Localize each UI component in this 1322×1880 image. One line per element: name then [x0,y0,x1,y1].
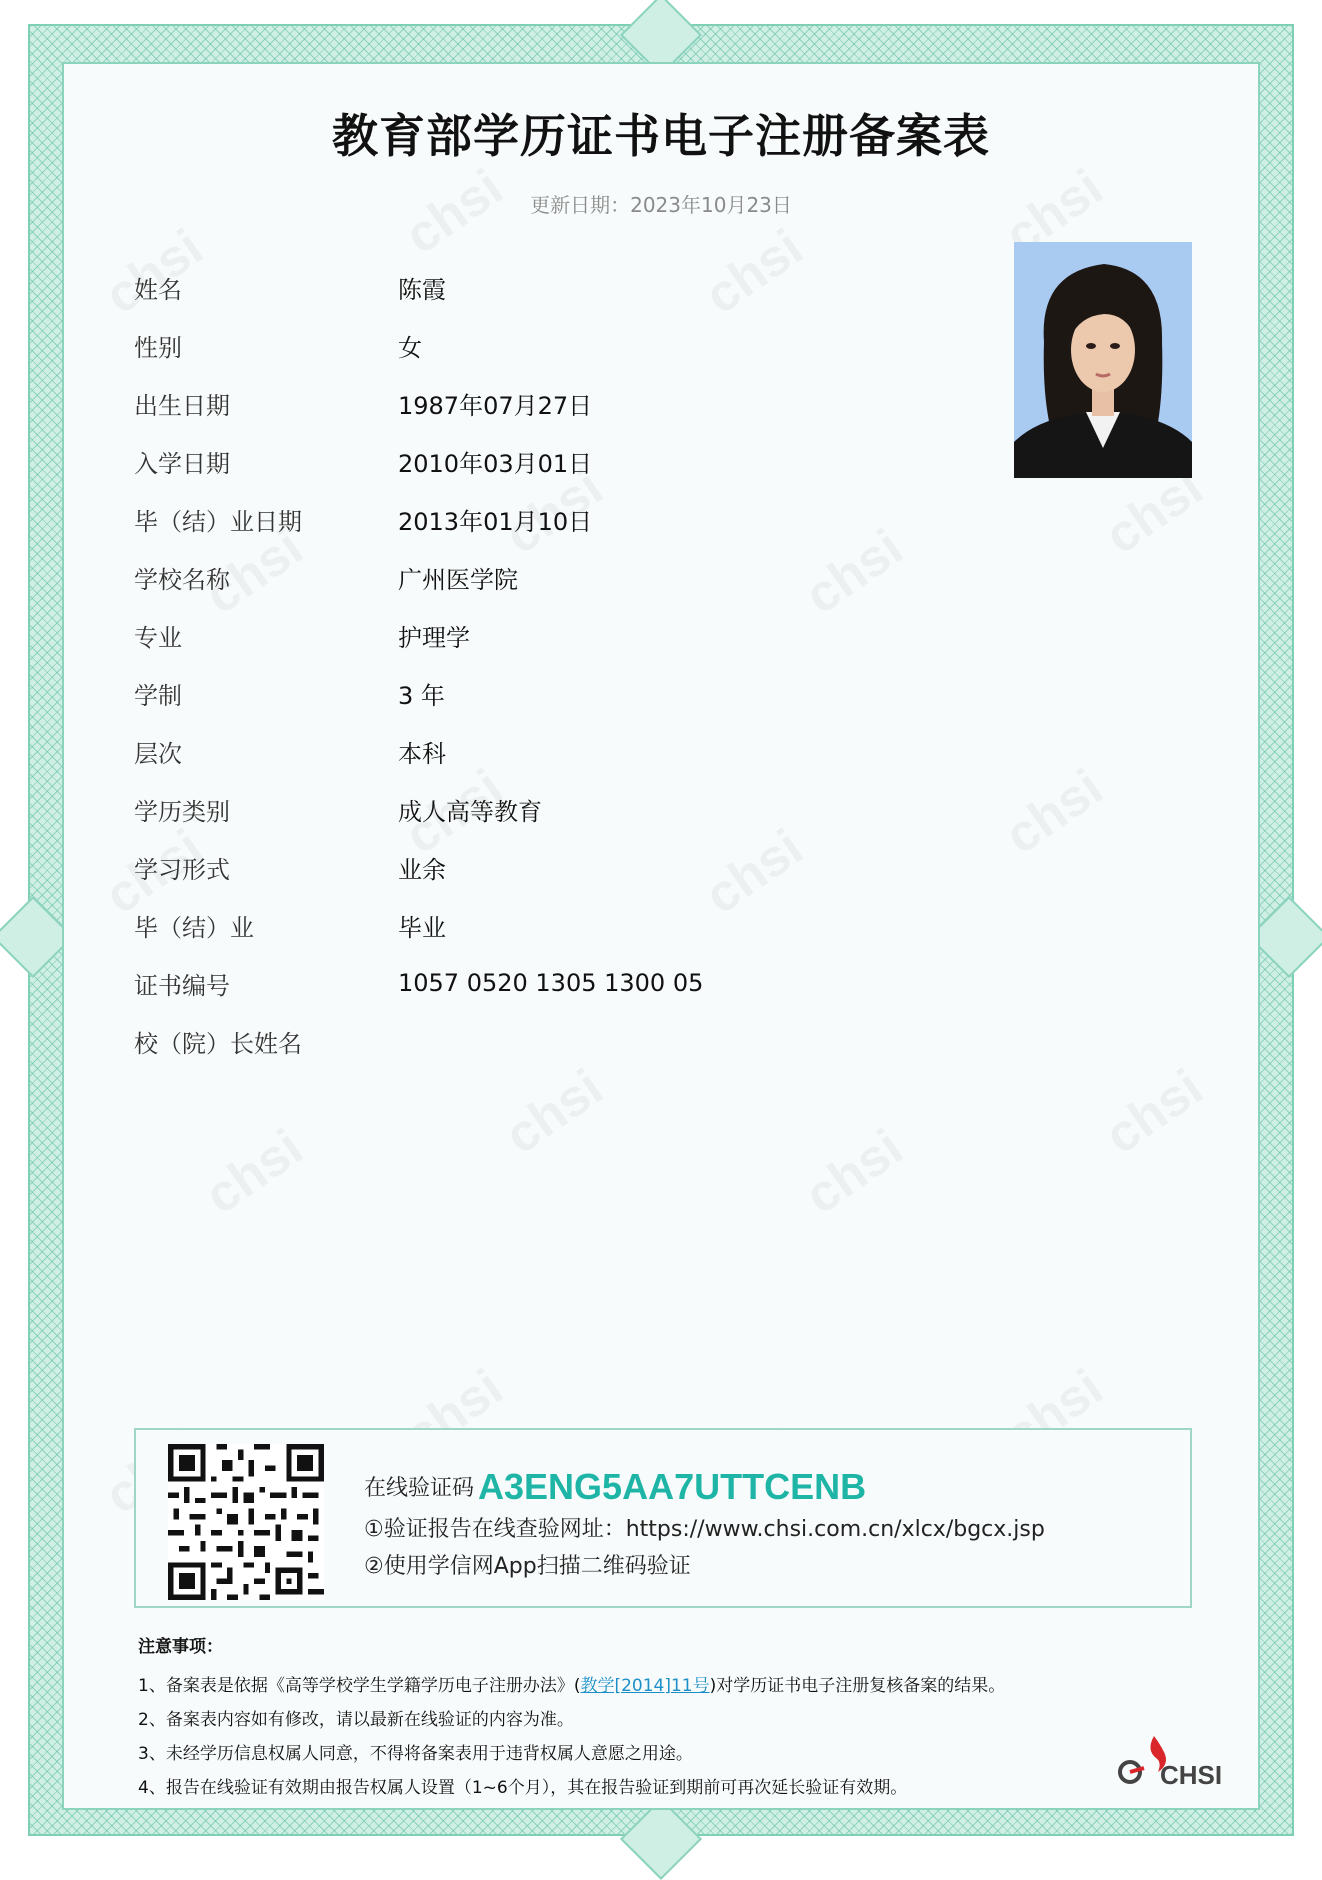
verification-code: A3ENG5AA7UTTCENB [478,1466,867,1507]
note-item-1 [138,1669,1005,1703]
field-row-certificate-number [134,954,703,1012]
qr-code-icon[interactable] [168,1444,324,1600]
field-value: 2013年01月10日 [398,507,593,536]
field-row-president-name [134,1012,703,1070]
field-label: 学校名称 [134,565,230,594]
field-label: 层次 [134,739,182,768]
field-value: 成人高等教育 [398,797,542,826]
field-row-enroll-date [134,432,703,490]
field-label: 学制 [134,681,182,710]
field-label: 校（院）长姓名 [134,1029,302,1058]
field-row-gender [134,316,703,374]
update-date-value: 2023年10月23日 [630,193,792,217]
note-item-1-suffix: )对学历证书电子注册复核备案的结果。 [709,1676,1006,1696]
field-row-major [134,606,703,664]
field-label: 学历类别 [134,797,230,826]
field-value: 1987年07月27日 [398,391,593,420]
field-label: 学习形式 [134,855,230,884]
regulation-link[interactable]: 教学[2014]11号 [580,1676,710,1696]
field-label: 性别 [134,333,182,362]
field-row-duration [134,664,703,722]
field-label: 入学日期 [134,449,230,478]
field-value: 广州医学院 [398,565,518,594]
field-row-education-type [134,780,703,838]
field-value: 2010年03月01日 [398,449,593,478]
field-value: 本科 [398,739,446,768]
verification-code-line [364,1466,866,1508]
field-label: 姓名 [134,275,182,304]
field-row-graduation-date [134,490,703,548]
field-value: 陈霞 [398,275,446,304]
id-photo [1014,242,1192,478]
chsi-logo-text: CHSI [1160,1760,1223,1790]
verification-code-label: 在线验证码 [364,1476,475,1501]
note-item-3: 3、未经学历信息权属人同意，不得将备案表用于违背权属人意愿之用途。 [138,1744,693,1764]
field-row-study-mode [134,838,703,896]
document-title: 教育部学历证书电子注册备案表 [332,109,990,163]
verification-app-line: ②使用学信网App扫描二维码验证 [364,1554,691,1579]
field-value: 毕业 [398,913,446,942]
verification-url-line: ①验证报告在线查验网址：https://www.chsi.com.cn/xlcx/bgcx.jsp [364,1517,1045,1542]
field-row-name [134,258,703,316]
note-item-4: 4、报告在线验证有效期由报告权属人设置（1~6个月），其在报告验证到期前可再次延长验证有效期。 [138,1778,908,1798]
field-value: 1057 0520 1305 1300 05 [398,969,704,997]
notes-section [138,1632,1005,1805]
field-label: 毕（结）业 [134,913,254,942]
field-value: 业余 [398,855,446,884]
field-label: 证书编号 [134,971,230,1000]
note-item-1-prefix: 1、备案表是依据《高等学校学生学籍学历电子注册办法》( [138,1676,581,1696]
field-value: 3 年 [398,681,445,710]
field-row-graduation-status [134,896,703,954]
field-value: 护理学 [398,623,470,652]
info-fields [134,258,703,1070]
field-value: 女 [398,333,422,362]
field-label: 毕（结）业日期 [134,507,302,536]
field-label: 出生日期 [134,391,230,420]
field-label: 专业 [134,623,182,652]
field-row-birth-date [134,374,703,432]
field-row-school [134,548,703,606]
field-row-level [134,722,703,780]
update-date [0,189,1322,218]
portrait-image [1014,242,1192,478]
update-date-label: 更新日期： [530,193,631,217]
notes-heading: 注意事项： [138,1637,223,1657]
note-item-2: 2、备案表内容如有修改，请以最新在线验证的内容为准。 [138,1710,574,1730]
